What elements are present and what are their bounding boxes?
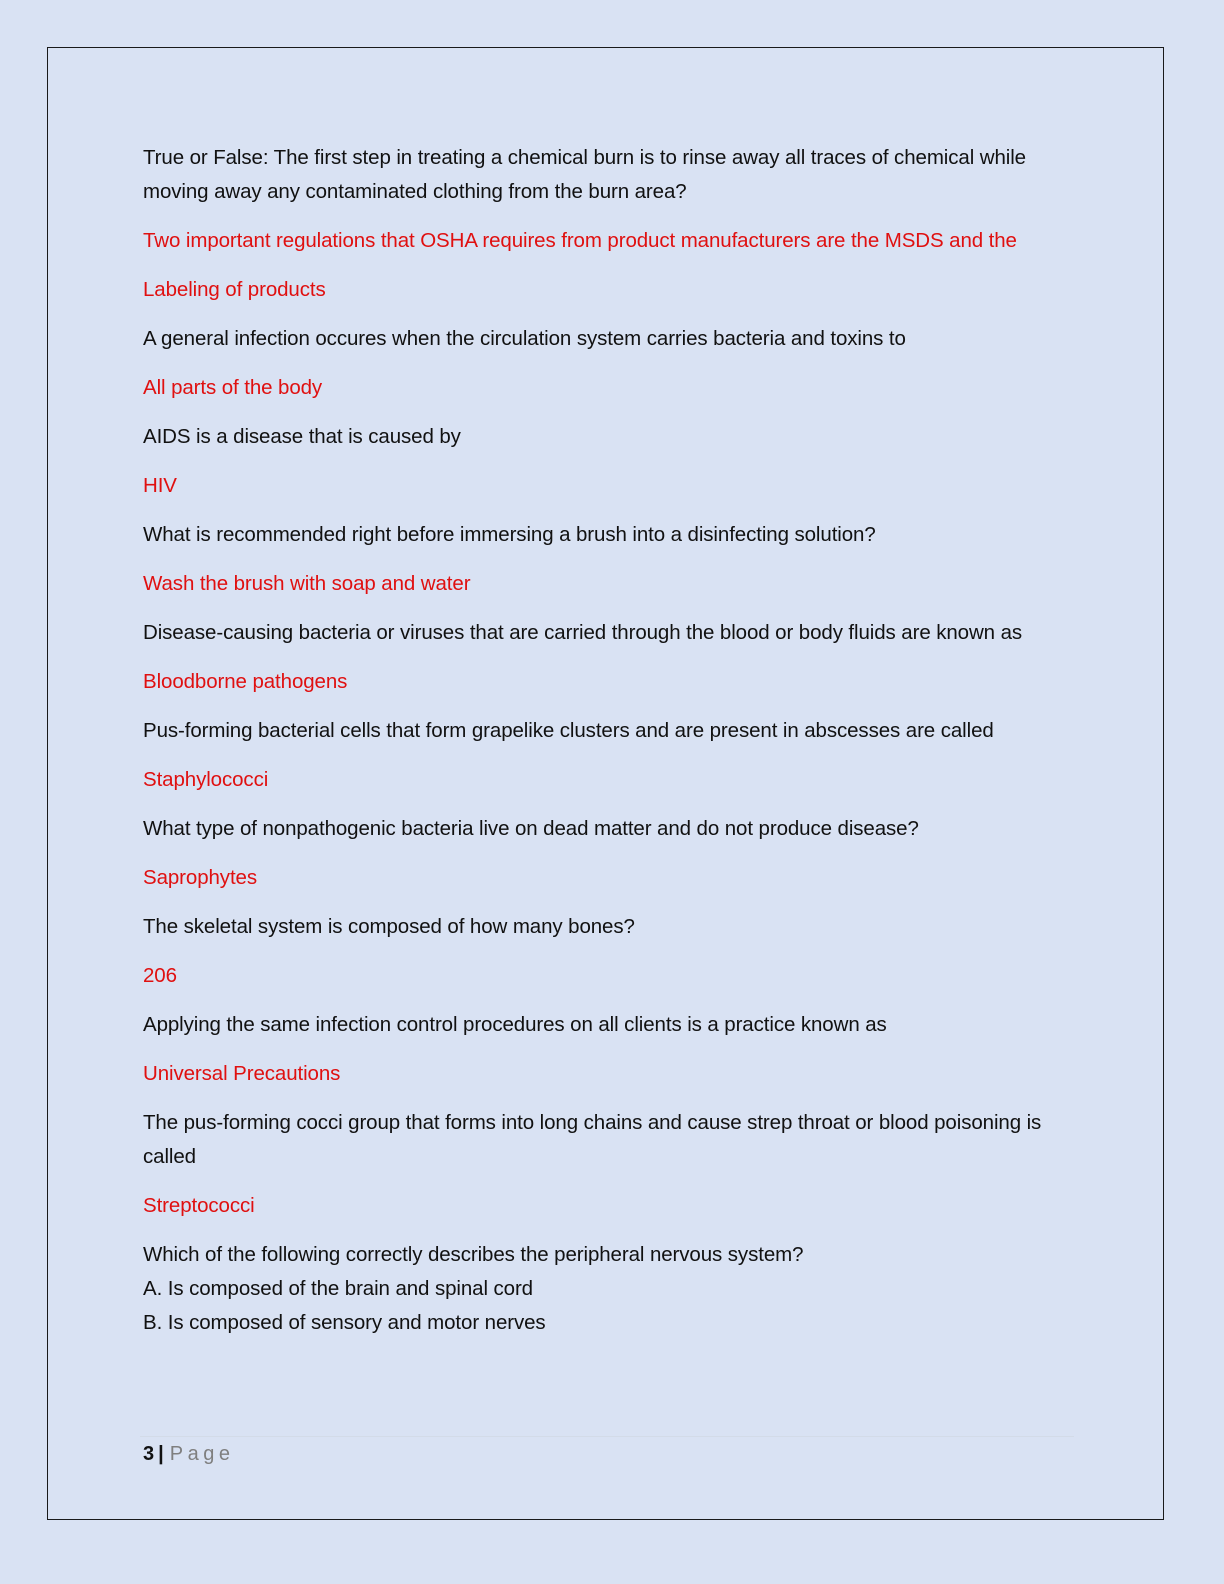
footer-separator: | [158, 1443, 164, 1465]
page-number: 3 [143, 1443, 155, 1465]
question-text: What is recommended right before immersing a brush into a disinfecting solution? [143, 523, 876, 546]
answer-text: Staphylococci [143, 768, 269, 791]
answer-text: Bloodborne pathogens [143, 670, 348, 693]
answer-text: Labeling of products [143, 278, 326, 301]
question-text: The skeletal system is composed of how many bones? [143, 915, 635, 938]
question-text: Pus-forming bacterial cells that form grapelike clusters and are present in abscesses are called [143, 719, 994, 742]
final-question-text: Which of the following correctly describes the peripheral nervous system? [143, 1243, 804, 1266]
question-text: The pus-forming cocci group that forms into long chains and cause strep throat or blood poisoning is called [143, 1111, 1042, 1168]
question-text: A general infection occures when the circulation system carries bacteria and toxins to [143, 327, 906, 350]
question-text: What type of nonpathogenic bacteria live on dead matter and do not produce disease? [143, 817, 919, 840]
answer-text: Universal Precautions [143, 1062, 341, 1085]
question-text: Disease-causing bacteria or viruses that are carried through the blood or body fluids are known as [143, 621, 1023, 644]
question-text: Applying the same infection control procedures on all clients is a practice known as [143, 1013, 887, 1036]
answer-text: Two important regulations that OSHA requires from product manufacturers are the MSDS and the [143, 229, 1017, 252]
answer-text: Saprophytes [143, 866, 258, 889]
option-b: B. Is composed of sensory and motor nerves [143, 1311, 546, 1334]
answer-text: 206 [143, 964, 177, 987]
question-text: AIDS is a disease that is caused by [143, 425, 461, 448]
document-body [143, 141, 1073, 1340]
page-footer [143, 1440, 234, 1468]
footer-divider [140, 1436, 1074, 1437]
option-a: A. Is composed of the brain and spinal cord [143, 1277, 533, 1300]
page-label: Page [169, 1443, 235, 1465]
answer-text: Wash the brush with soap and water [143, 572, 471, 595]
answer-text: Streptococci [143, 1194, 255, 1217]
question-text: True or False: The first step in treating a chemical burn is to rinse away all traces of chemical while moving away any contaminated clothing from the burn area? [143, 146, 1026, 203]
answer-text: HIV [143, 474, 177, 497]
answer-text: All parts of the body [143, 376, 323, 399]
